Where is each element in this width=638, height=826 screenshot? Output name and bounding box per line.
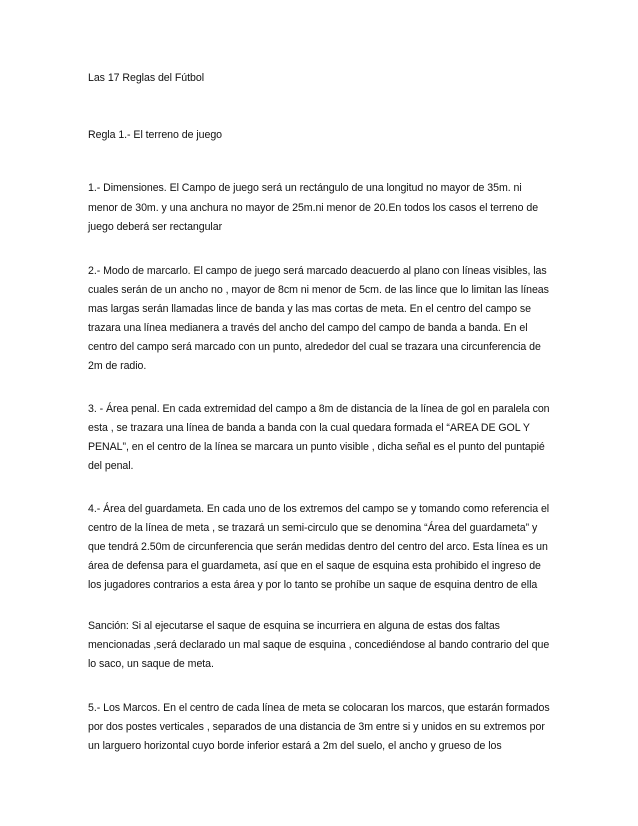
paragraph-line: 3. - Área penal. En cada extremidad del campo a 8m de distancia de la línea de gol en paralela con (88, 403, 550, 415)
paragraph-line: juego deberá ser rectangular (88, 221, 223, 233)
paragraph-line: 1.- Dimensiones. El Campo de juego será un rectángulo de una longitud no mayor de 35m. ni (88, 182, 522, 194)
paragraph-line: del penal. (88, 460, 134, 472)
paragraph-line: trazara una línea medianera a través del ancho del campo del campo de banda a banda. En el (88, 322, 528, 334)
paragraph-line: área de defensa para el guardameta, así que en el saque de esquina esta prohibido el ingreso de (88, 560, 541, 572)
paragraph-line: por dos postes verticales , separados de una distancia de 3m entre si y unidos en su extremos por (88, 721, 545, 733)
paragraph-line: Sanción: Si al ejecutarse el saque de esquina se incurriera en alguna de estas dos faltas (88, 620, 500, 632)
paragraph-line: que tendrá 2.50m de circunferencia que serán medidas dentro del centro del arco. Esta línea es un (88, 541, 548, 553)
paragraph-line: mencionadas ,será declarado un mal saque de esquina , concediéndose al bando contrario del que (88, 639, 550, 651)
document-title: Las 17 Reglas del Fútbol (88, 72, 204, 84)
paragraph-line: 5.- Los Marcos. En el centro de cada línea de meta se colocaran los marcos, que estarán formados (88, 702, 550, 714)
paragraph-line: los jugadores contrarios a esta área y por lo tanto se prohíbe un saque de esquina dentro de ella (88, 579, 538, 591)
rule-heading: Regla 1.- El terreno de juego (88, 129, 222, 141)
paragraph-line: PENAL”, en el centro de la línea se marcara un punto visible , dicha señal es el punto del puntapié (88, 441, 545, 453)
paragraph-line: menor de 30m. y una anchura no mayor de 25m.ni menor de 20.En todos los casos el terreno de (88, 202, 539, 214)
paragraph-line: 2m de radio. (88, 360, 147, 372)
paragraph-line: lo saco, un saque de meta. (88, 658, 214, 670)
paragraph-line: centro de la línea de meta , se trazará un semi-circulo que se denomina “Área del guardameta” y (88, 522, 538, 534)
paragraph-line: mas largas serán llamadas lince de banda y las mas cortas de meta. En el centro del campo se (88, 303, 531, 315)
paragraph-line: cuales serán de un ancho no , mayor de 8cm ni menor de 5cm. de las lince que lo limitan las líneas (88, 284, 549, 296)
paragraph-line: 2.- Modo de marcarlo. El campo de juego será marcado deacuerdo al plano con líneas visibles, las (88, 265, 547, 277)
paragraph-line: esta , se trazara una línea de banda a banda con la cual quedara formada el “AREA DE GOL Y (88, 422, 530, 434)
paragraph-line: centro del campo será marcado con un punto, alrededor del cual se trazara una circunferencia de (88, 341, 541, 353)
paragraph-line: un larguero horizontal cuyo borde inferior estará a 2m del suelo, el ancho y grueso de los (88, 740, 502, 752)
paragraph-line: 4.- Área del guardameta. En cada uno de los extremos del campo se y tomando como referencia el (88, 503, 550, 515)
